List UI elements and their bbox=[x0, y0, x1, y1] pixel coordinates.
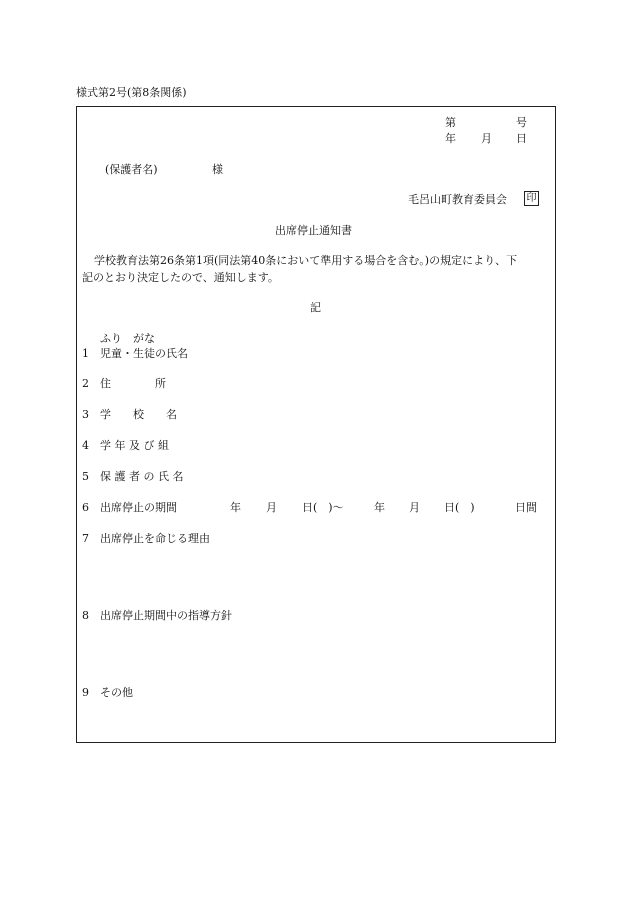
item-number: 5 bbox=[82, 470, 89, 483]
period-end-month: 月 bbox=[409, 501, 420, 514]
item-label-suspension-reason: 出席停止を命じる理由 bbox=[100, 532, 210, 545]
item-number: 6 bbox=[82, 501, 89, 514]
item-label-address: 住 所 bbox=[100, 377, 166, 390]
item-label-other: その他 bbox=[100, 686, 133, 699]
period-end-year: 年 bbox=[374, 501, 385, 514]
ki-heading: 記 bbox=[310, 301, 321, 314]
item-number: 8 bbox=[82, 609, 89, 622]
date-month: 月 bbox=[481, 132, 492, 145]
period-days: 日間 bbox=[515, 501, 537, 514]
notice-body-line-1: 学校教育法第26条第1項(同法第40条において準用する場合を含む。)の規定により、下 bbox=[94, 254, 518, 267]
issuer-name: 毛呂山町教育委員会 bbox=[408, 193, 507, 206]
item-label-school-name: 学 校 名 bbox=[100, 408, 177, 421]
form-number-label: 様式第2号(第8条関係) bbox=[76, 86, 187, 99]
item-number: 7 bbox=[82, 532, 89, 545]
recipient-honorific: 様 bbox=[212, 163, 223, 176]
item-number: 3 bbox=[82, 408, 89, 421]
doc-number-dai: 第 bbox=[445, 116, 456, 129]
furigana-label: ふり がな bbox=[100, 332, 155, 345]
seal-stamp: 印 bbox=[524, 191, 539, 206]
item-label-suspension-period: 出席停止の期間 bbox=[100, 501, 177, 514]
date-day: 日 bbox=[516, 132, 527, 145]
item-number: 9 bbox=[82, 686, 89, 699]
period-end-day: 日( ) bbox=[444, 501, 475, 514]
document-title: 出席停止通知書 bbox=[275, 224, 352, 237]
item-label-grade-class: 学 年 及 び 組 bbox=[100, 439, 169, 452]
doc-number-go: 号 bbox=[516, 116, 527, 129]
item-number: 1 bbox=[82, 347, 89, 360]
item-label-student-name: 児童・生徒の氏名 bbox=[100, 347, 188, 360]
period-start-day: 日( )〜 bbox=[302, 501, 344, 514]
item-label-guidance-policy: 出席停止期間中の指導方針 bbox=[100, 609, 232, 622]
item-number: 4 bbox=[82, 439, 89, 452]
notice-body-line-2: 記のとおり決定したので、通知します。 bbox=[82, 271, 279, 284]
recipient-name: (保護者名) bbox=[105, 163, 158, 176]
item-number: 2 bbox=[82, 377, 89, 390]
item-label-guardian-name: 保 護 者 の 氏 名 bbox=[100, 470, 184, 483]
notice-body bbox=[82, 252, 552, 286]
date-year: 年 bbox=[445, 132, 456, 145]
period-start-year: 年 bbox=[230, 501, 241, 514]
period-start-month: 月 bbox=[266, 501, 277, 514]
